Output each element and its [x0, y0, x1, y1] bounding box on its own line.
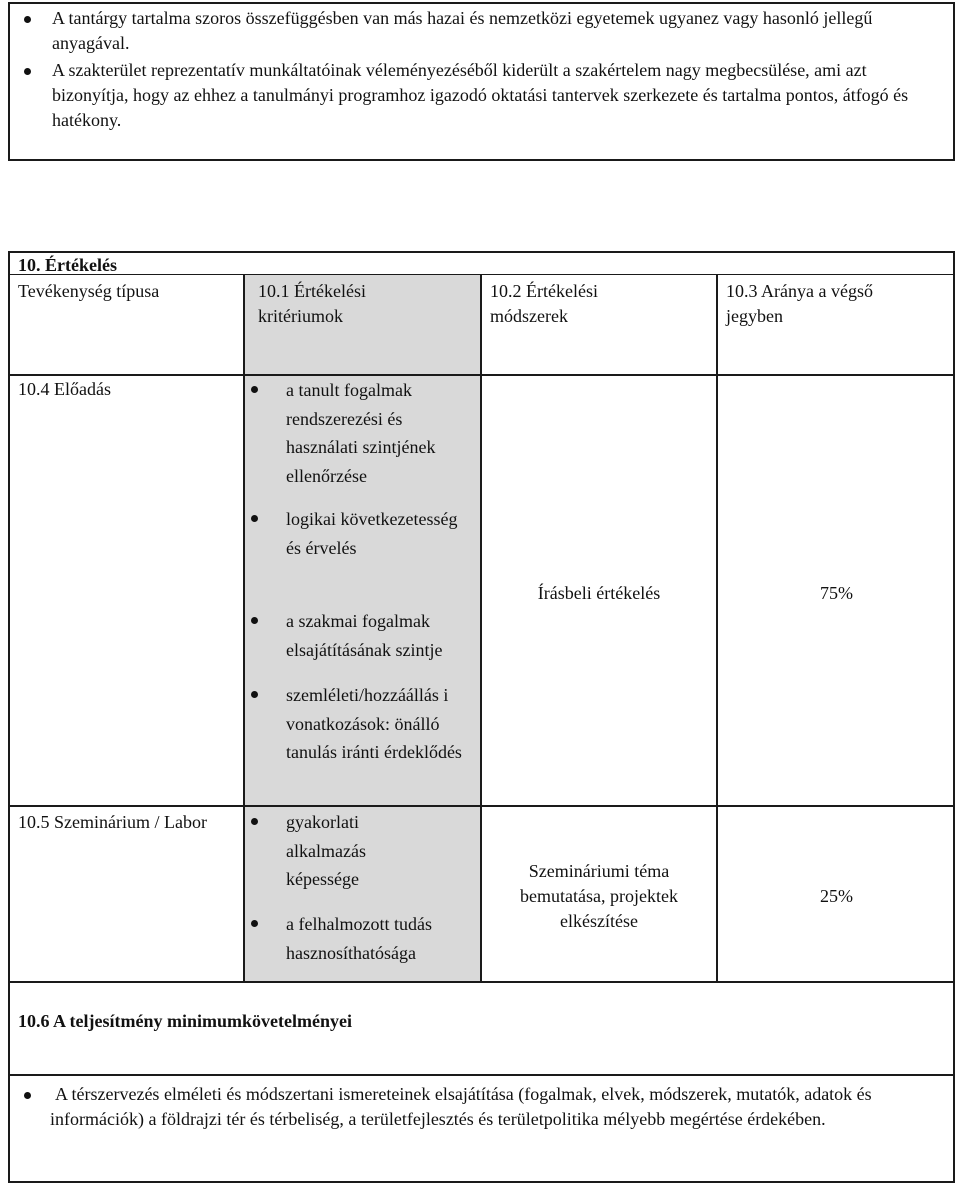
bullet-icon [251, 386, 258, 393]
row-share-seminar: 25% [820, 886, 853, 906]
bullet-icon [24, 68, 31, 75]
header-criteria: 10.1 Értékelési kritériumok [258, 281, 366, 326]
row-activity-seminar: 10.5 Szeminárium / Labor [18, 812, 207, 832]
row-divider [8, 805, 955, 807]
bullet-icon [251, 818, 258, 825]
bullet-icon [24, 1092, 31, 1099]
bullet-icon [251, 617, 258, 624]
bullet-icon [24, 16, 31, 23]
minimum-title: 10.6 A teljesítmény minimumkövetelményei [18, 1011, 352, 1031]
bullet-icon [251, 920, 258, 927]
row-method-seminar: Szemináriumi téma bemutatása, projektek elkészítése [520, 861, 678, 931]
section-title: 10. Értékelés [18, 255, 117, 275]
header-share: 10.3 Aránya a végső jegyben [726, 281, 873, 326]
minimum-text: A térszervezés elméleti és módszertani ismereteinek elsajátítása (fogalmak, elvek, módszerek, mutatók, adatok és információk) a földrajzi tér és térbeliség, a területfejlesztés és területpolitika mélyebb megértése érdekében. [50, 1084, 872, 1129]
col-divider [243, 274, 245, 982]
col-divider [716, 274, 718, 982]
header-methods: 10.2 Értékelési módszerek [490, 281, 598, 326]
bullet-icon [251, 515, 258, 522]
bullet-icon [251, 691, 258, 698]
row-share-lecture: 75% [820, 583, 853, 603]
row-divider [8, 1074, 955, 1076]
row-divider [8, 374, 955, 376]
row-activity-lecture: 10.4 Előadás [18, 379, 111, 399]
row-divider [8, 981, 955, 983]
row-method-lecture: Írásbeli értékelés [537, 583, 661, 603]
header-activity: Tevékenység típusa [18, 281, 160, 301]
row-divider [8, 274, 955, 275]
